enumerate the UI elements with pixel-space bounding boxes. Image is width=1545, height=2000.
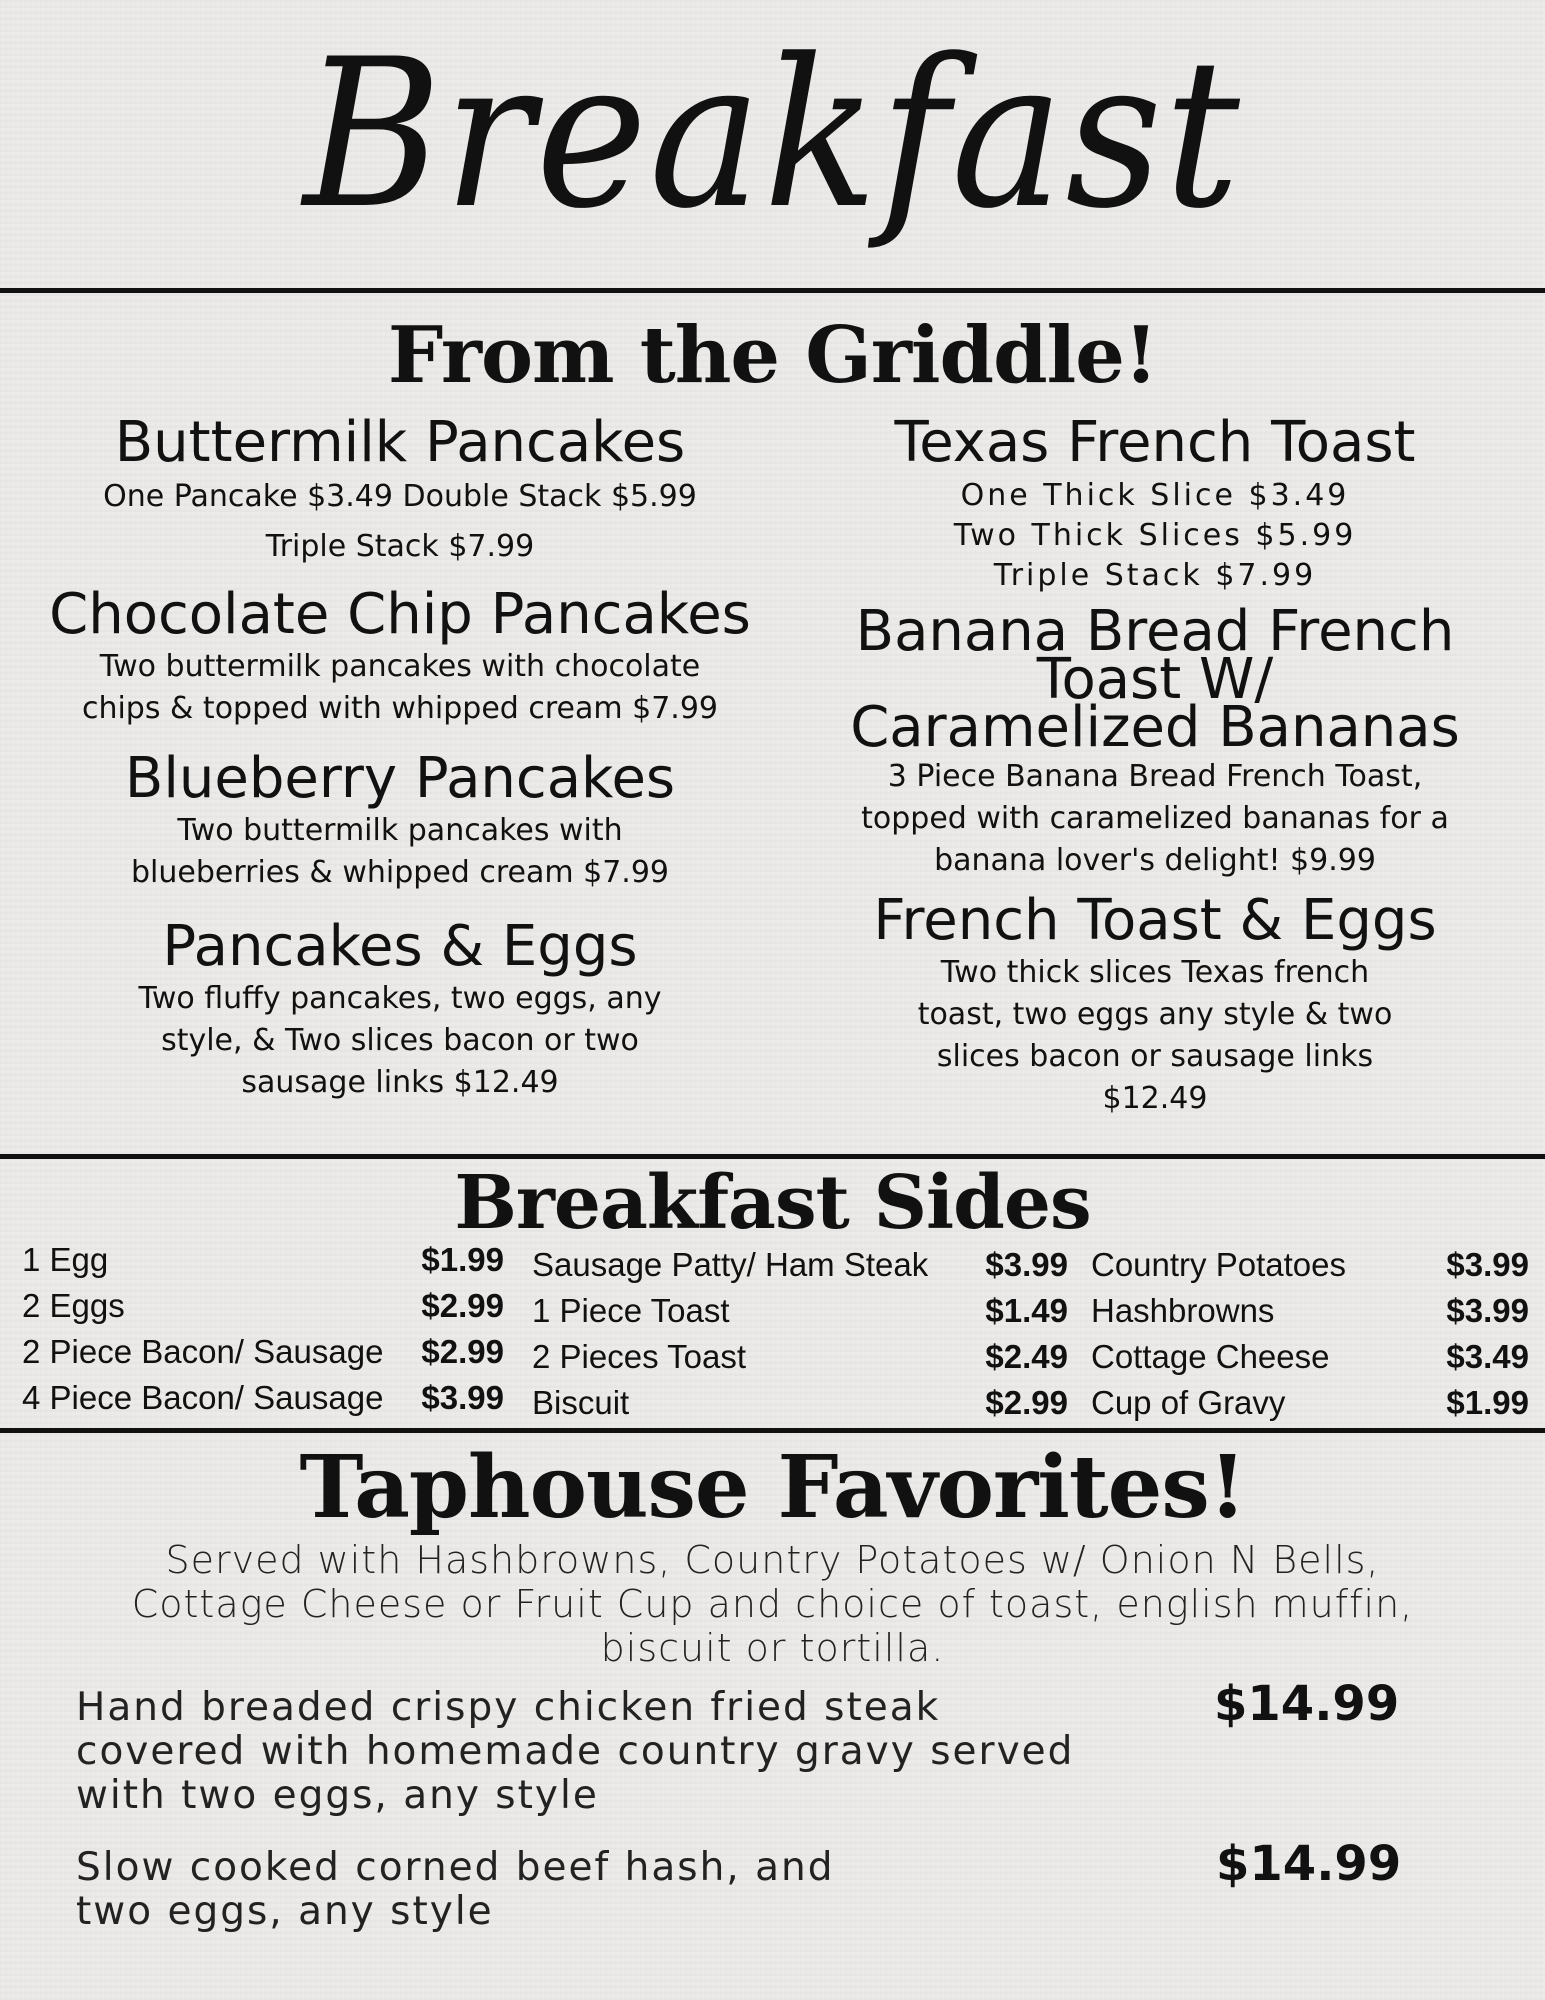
- divider-sides: [0, 1154, 1545, 1159]
- item-line: banana lover's delight! $9.99: [934, 843, 1376, 878]
- griddle-right-column: [790, 412, 1520, 1120]
- side-row: [22, 1283, 504, 1329]
- intro-line: Served with Hashbrowns, Country Potatoes w/ Onion N Bells,: [165, 1538, 1380, 1582]
- side-price: $1.49: [985, 1292, 1068, 1329]
- item-line: chips & topped with whipped cream $7.99: [81, 691, 719, 726]
- side-row: [22, 1329, 504, 1375]
- item-line: sausage links $12.49: [241, 1065, 559, 1100]
- item-name: French Toast & Eggs: [873, 888, 1437, 953]
- item-line: Two thick slices Texas french: [940, 955, 1370, 990]
- side-row: [1091, 1242, 1529, 1288]
- item-line: Two Thick Slices $5.99: [953, 518, 1357, 553]
- favorite-line: covered with homemade country gravy served: [76, 1729, 1075, 1774]
- item-line: One Pancake $3.49 Double Stack $5.99: [103, 479, 697, 514]
- item-line: Two buttermilk pancakes with chocolate: [99, 649, 701, 684]
- item-name-line: Banana Bread French: [855, 599, 1455, 664]
- side-item: Cup of Gravy: [1091, 1384, 1286, 1421]
- side-price: $3.99: [1446, 1292, 1529, 1329]
- menu-item-french-toast-eggs: [790, 890, 1520, 1120]
- item-name: Buttermilk Pancakes: [114, 410, 686, 475]
- side-price: $2.99: [985, 1384, 1068, 1421]
- favorite-item-corned-beef-hash: [76, 1846, 1156, 1934]
- favorite-line: with two eggs, any style: [76, 1773, 599, 1818]
- side-item: Hashbrowns: [1091, 1292, 1275, 1329]
- item-line: topped with caramelized bananas for a: [861, 801, 1449, 836]
- intro-line: Cottage Cheese or Fruit Cup and choice of toast, english muffin,: [131, 1582, 1414, 1626]
- side-item: 1 Egg: [22, 1241, 109, 1278]
- item-line: style, & Two slices bacon or two: [161, 1023, 639, 1058]
- side-price: $1.99: [421, 1241, 504, 1278]
- sides-column-2: [532, 1242, 1068, 1426]
- item-name: Pancakes & Eggs: [162, 914, 638, 979]
- menu-item-banana-bread-french-toast: [790, 599, 1520, 882]
- side-item: 2 Piece Bacon/ Sausage: [22, 1333, 384, 1370]
- side-price: $3.99: [985, 1246, 1068, 1283]
- intro-line: biscuit or tortilla.: [600, 1626, 945, 1670]
- side-row: [22, 1237, 504, 1283]
- divider-top: [0, 288, 1545, 293]
- divider-favorites: [0, 1428, 1545, 1433]
- side-item: Sausage Patty/ Ham Steak: [532, 1246, 929, 1283]
- side-price: $2.49: [985, 1338, 1068, 1375]
- favorite-item-chicken-fried-steak: [76, 1686, 1156, 1818]
- item-line: toast, two eggs any style & two: [917, 997, 1393, 1032]
- side-row: [22, 1375, 504, 1421]
- item-line: slices bacon or sausage links: [936, 1039, 1374, 1074]
- favorites-heading: Taphouse Favorites!: [299, 1437, 1246, 1538]
- item-line: Two buttermilk pancakes with: [177, 813, 623, 848]
- item-name: Chocolate Chip Pancakes: [49, 582, 751, 647]
- favorite-price: $14.99: [1216, 1836, 1402, 1892]
- item-line: $12.49: [1102, 1081, 1208, 1116]
- favorite-line: two eggs, any style: [76, 1889, 494, 1934]
- side-row: [1091, 1288, 1529, 1334]
- menu-title: Breakfast: [303, 16, 1242, 254]
- side-item: 1 Piece Toast: [532, 1292, 730, 1329]
- side-row: [532, 1288, 1068, 1334]
- side-price: $1.99: [1446, 1384, 1529, 1421]
- griddle-heading: From the Griddle!: [387, 310, 1158, 401]
- side-item: Country Potatoes: [1091, 1246, 1346, 1283]
- item-name: Blueberry Pancakes: [124, 746, 676, 811]
- side-item: Cottage Cheese: [1091, 1338, 1330, 1375]
- menu-item-buttermilk-pancakes: [20, 412, 780, 568]
- favorite-price: $14.99: [1214, 1676, 1400, 1732]
- side-row: [1091, 1380, 1529, 1426]
- side-item: 2 Eggs: [22, 1287, 125, 1324]
- sides-column-1: [22, 1237, 504, 1421]
- side-row: [532, 1334, 1068, 1380]
- item-name-line: Toast W/: [1036, 647, 1274, 712]
- side-row: [1091, 1334, 1529, 1380]
- favorites-intro: [0, 1538, 1545, 1670]
- side-row: [532, 1242, 1068, 1288]
- favorite-line: Slow cooked corned beef hash, and: [76, 1845, 835, 1890]
- item-name-line: Caramelized Bananas: [850, 695, 1460, 760]
- item-line: Two fluffy pancakes, two eggs, any: [138, 981, 662, 1016]
- item-name: Texas French Toast: [894, 410, 1416, 475]
- item-line: blueberries & whipped cream $7.99: [130, 855, 670, 890]
- item-line: One Thick Slice $3.49: [960, 478, 1350, 513]
- griddle-left-column: [20, 412, 780, 1104]
- item-line: Triple Stack $7.99: [265, 529, 535, 564]
- sides-heading: Breakfast Sides: [454, 1160, 1091, 1246]
- item-line: Triple Stack $7.99: [993, 558, 1317, 593]
- sides-column-3: [1091, 1242, 1529, 1426]
- menu-item-pancakes-eggs: [20, 916, 780, 1104]
- side-price: $3.99: [1446, 1246, 1529, 1283]
- favorite-line: Hand breaded crispy chicken fried steak: [76, 1685, 941, 1730]
- side-item: 4 Piece Bacon/ Sausage: [22, 1379, 384, 1416]
- menu-item-texas-french-toast: [790, 412, 1520, 596]
- side-price: $3.49: [1446, 1338, 1529, 1375]
- item-line: 3 Piece Banana Bread French Toast,: [887, 759, 1423, 794]
- side-price: $2.99: [421, 1333, 504, 1370]
- side-item: Biscuit: [532, 1384, 630, 1421]
- side-price: $3.99: [421, 1379, 504, 1416]
- menu-item-blueberry-pancakes: [20, 748, 780, 894]
- menu-item-chocolate-chip-pancakes: [20, 584, 780, 730]
- side-item: 2 Pieces Toast: [532, 1338, 747, 1375]
- side-row: [532, 1380, 1068, 1426]
- side-price: $2.99: [421, 1287, 504, 1324]
